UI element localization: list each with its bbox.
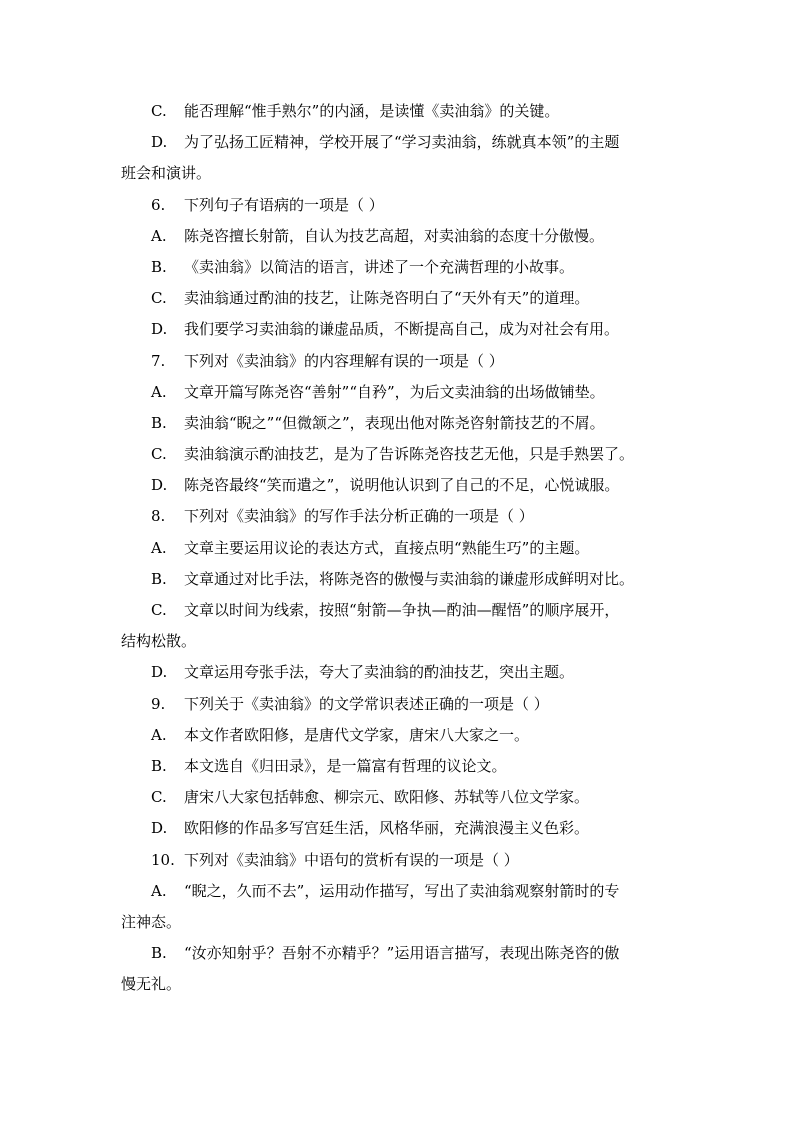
- answer-option: [121, 127, 675, 158]
- continuation-line: [121, 158, 675, 189]
- option-text: 我们要学习卖油翁的谦虚品质，不断提高自己，成为对社会有用。: [184, 320, 620, 339]
- answer-option: [121, 252, 675, 283]
- option-label: D.: [151, 320, 168, 339]
- line-text: 注神态。: [121, 912, 182, 931]
- question-text: 下列关于《卖油翁》的文学常识表述正确的一项是（ ）: [184, 694, 549, 713]
- option-text: 文章以时间为线索，按照“射箭—争执—酌油—醒悟”的顺序展开，: [184, 601, 620, 619]
- question-stem: [121, 501, 675, 532]
- answer-option: [121, 564, 675, 595]
- option-text: 《卖油翁》以简洁的语言，讲述了一个充满哲理的小故事。: [184, 257, 575, 276]
- option-text: 卖油翁演示酌油技艺，是为了告诉陈尧咨技艺无他，只是手熟罢了。: [184, 445, 635, 464]
- question-text: 下列对《卖油翁》中语句的赏析有误的一项是（ ）: [184, 850, 519, 869]
- answer-option: [121, 595, 675, 626]
- question-number: 10.: [151, 850, 175, 869]
- line-text: 慢无礼。: [121, 975, 182, 994]
- answer-option: [121, 876, 675, 907]
- answer-option: [121, 751, 675, 782]
- option-label: D.: [151, 819, 168, 838]
- question-number: 6.: [151, 195, 166, 214]
- option-label: A.: [151, 538, 167, 557]
- option-text: 能否理解“惟手熟尔”的内涵，是读懂《卖油翁》的关键。: [184, 102, 560, 120]
- question-stem: [121, 845, 675, 876]
- answer-option: [121, 657, 675, 688]
- continuation-line: [121, 907, 675, 938]
- answer-option: [121, 813, 675, 844]
- question-number: 9.: [151, 694, 166, 713]
- option-text: 陈尧咨最终“笑而遣之”，说明他认识到了自己的不足，心悦诚服。: [184, 476, 620, 495]
- option-label: D.: [151, 133, 168, 152]
- option-label: A.: [151, 725, 167, 744]
- answer-option: [121, 533, 675, 564]
- option-text: 文章主要运用议论的表达方式，直接点明“熟能生巧”的主题。: [184, 538, 590, 557]
- option-text: 为了弘扬工匠精神，学校开展了“学习卖油翁，练就真本领”的主题: [184, 133, 620, 152]
- option-text: “睨之，久而不去”，运用动作描写，写出了卖油翁观察射箭时的专: [184, 881, 620, 900]
- option-label: B.: [151, 944, 167, 963]
- option-label: A.: [151, 382, 167, 401]
- option-label: B.: [151, 569, 167, 588]
- answer-option: [121, 314, 675, 345]
- option-label: B.: [151, 413, 167, 432]
- option-label: C.: [151, 788, 167, 807]
- option-text: “汝亦知射乎？吾射不亦精乎？”运用语言描写，表现出陈尧咨的傲: [184, 944, 620, 963]
- answer-option: [121, 221, 675, 252]
- answer-option: [121, 782, 675, 813]
- option-text: 卖油翁通过酌油的技艺，让陈尧咨明白了“天外有天”的道理。: [184, 289, 590, 308]
- answer-option: [121, 283, 675, 314]
- option-text: 本文选自《归田录》，是一篇富有哲理的议论文。: [184, 756, 507, 775]
- option-text: 本文作者欧阳修，是唐代文学家，唐宋八大家之一。: [184, 725, 530, 744]
- answer-option: [121, 720, 675, 751]
- option-label: C.: [151, 289, 167, 308]
- question-stem: [121, 190, 675, 221]
- option-label: B.: [151, 257, 167, 276]
- question-number: 8.: [151, 507, 166, 526]
- option-label: C.: [151, 102, 167, 120]
- answer-option: [121, 470, 675, 501]
- option-label: A.: [151, 226, 167, 245]
- question-text: 下列对《卖油翁》的内容理解有误的一项是（ ）: [184, 351, 504, 370]
- option-label: D.: [151, 663, 168, 682]
- option-text: 卖油翁“睨之”“但微颔之”，表现出他对陈尧咨射箭技艺的不屑。: [184, 413, 605, 432]
- continuation-line: [121, 626, 675, 657]
- answer-option: [121, 938, 675, 969]
- answer-option: [121, 439, 675, 470]
- option-label: B.: [151, 756, 167, 775]
- question-text: 下列句子有语病的一项是（ ）: [184, 195, 384, 214]
- question-text-block: [121, 96, 675, 1000]
- question-number: 7.: [151, 351, 166, 370]
- continuation-line: [121, 969, 675, 1000]
- option-text: 文章开篇写陈尧咨“善射”“自矜”，为后文卖油翁的出场做铺垫。: [184, 382, 605, 401]
- question-text: 下列对《卖油翁》的写作手法分析正确的一项是（ ）: [184, 507, 534, 526]
- option-label: D.: [151, 476, 168, 495]
- option-text: 欧阳修的作品多写宫廷生活，风格华丽，充满浪漫主义色彩。: [184, 819, 590, 838]
- option-text: 文章运用夸张手法，夸大了卖油翁的酌油技艺，突出主题。: [184, 663, 575, 682]
- option-text: 唐宋八大家包括韩愈、柳宗元、欧阳修、苏轼等八位文学家。: [184, 788, 590, 807]
- line-text: 结构松散。: [121, 632, 197, 651]
- option-label: C.: [151, 601, 167, 619]
- question-stem: [121, 689, 675, 720]
- answer-option: [121, 408, 675, 439]
- option-label: A.: [151, 881, 167, 900]
- answer-option: [121, 96, 675, 127]
- option-text: 陈尧咨擅长射箭，自认为技艺高超，对卖油翁的态度十分傲慢。: [184, 226, 605, 245]
- question-stem: [121, 346, 675, 377]
- line-text: 班会和演讲。: [121, 164, 212, 183]
- option-text: 文章通过对比手法，将陈尧咨的傲慢与卖油翁的谦虚形成鲜明对比。: [184, 569, 635, 588]
- option-label: C.: [151, 445, 167, 464]
- answer-option: [121, 377, 675, 408]
